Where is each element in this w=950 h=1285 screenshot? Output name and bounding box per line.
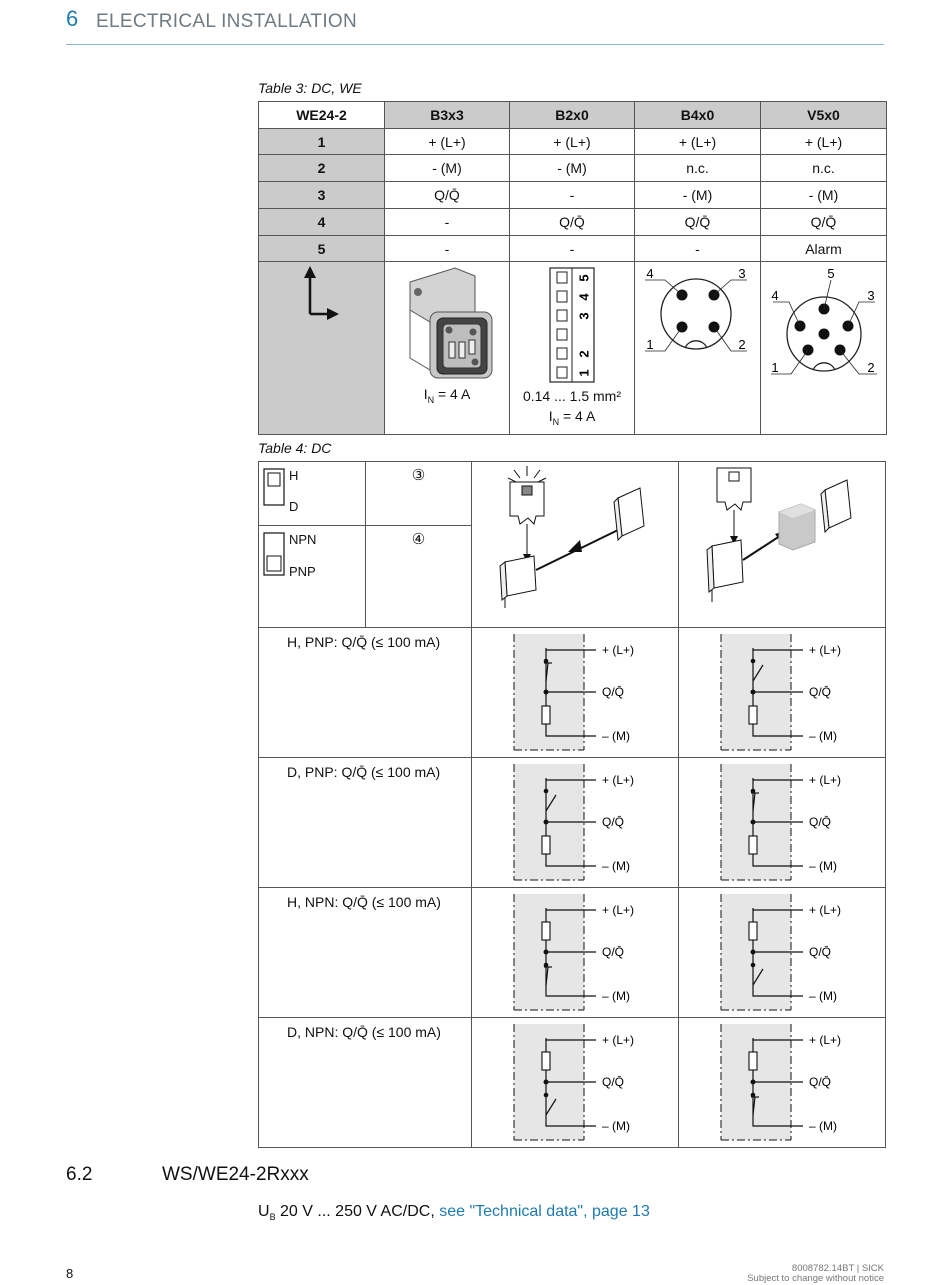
switch2-top-label: NPN [289, 531, 317, 547]
circuit-diagram [472, 628, 678, 757]
table-row [259, 129, 887, 155]
switch1-bottom-label: D [289, 499, 299, 514]
switch2-bottom-label: PNP [289, 563, 316, 579]
terminal-plus-label: + (L+) [809, 903, 842, 917]
switch1-cell [259, 462, 366, 526]
circuit-cell [679, 758, 886, 888]
change-notice: Subject to change without notice [747, 1273, 884, 1284]
terminal-q-label: Q/Q̄ [602, 1075, 625, 1089]
table-row [259, 758, 886, 888]
table3-col-header: B2x0 [510, 102, 635, 129]
terminal-q-label: Q/Q̄ [602, 815, 625, 829]
table-row [259, 155, 887, 182]
table3-col-header: WE24-2 [259, 102, 385, 129]
circuit-diagram [472, 758, 678, 887]
switch-contact [544, 1093, 549, 1098]
v5x0-m12-cell [761, 262, 887, 435]
circuit-row-label-cell [259, 888, 472, 1018]
terminal-minus-label: – (M) [809, 989, 837, 1003]
table-row [259, 888, 886, 1018]
table4-caption: Table 4: DC [258, 440, 332, 456]
terminal-label: 1 [576, 369, 592, 377]
pin-label: 1 [646, 337, 654, 352]
circuit-cell [472, 758, 679, 888]
table-cell: - [510, 182, 635, 209]
pin-label: 2 [738, 337, 746, 352]
circuit-group [514, 634, 634, 750]
circuit-row-label: H, PNP: Q/Q̄ (≤ 100 mA) [287, 634, 441, 650]
circuit-diagram [472, 888, 678, 1017]
terminal-label: 5 [576, 274, 592, 282]
circuit-diagram [679, 758, 885, 887]
circuit-cell [472, 628, 679, 758]
switch2-cell [259, 525, 366, 627]
table-cell: + (L+) [761, 129, 887, 155]
resistor [542, 922, 550, 940]
table4-switch-row [259, 462, 886, 526]
table4 [258, 461, 886, 1148]
table-cell: n.c. [635, 155, 761, 182]
terminal-minus-label: – (M) [602, 729, 630, 743]
junction-dot [751, 1080, 756, 1085]
table-cell: + (L+) [510, 129, 635, 155]
circuit-group [721, 764, 841, 880]
terminal-minus-label: – (M) [809, 1119, 837, 1133]
axis-symbol-cell [259, 262, 385, 435]
junction-dot [751, 690, 756, 695]
switch2-marker-cell [366, 525, 472, 627]
slide-switch-icon [263, 532, 287, 578]
circuit-cell [679, 1018, 886, 1148]
circuit-cell [679, 628, 886, 758]
table-cell: - (M) [635, 182, 761, 209]
circuit-row-label-cell [259, 1018, 472, 1148]
rotary-switch-icon [263, 468, 287, 508]
circuit-cell [472, 1018, 679, 1148]
switch-contact [751, 659, 756, 664]
table-cell: + (L+) [635, 129, 761, 155]
note-value: = 4 A [434, 386, 471, 402]
circuit-row-label-cell [259, 758, 472, 888]
table3-col-header: B4x0 [635, 102, 761, 129]
circuit-diagram [679, 1018, 885, 1147]
terminal-label: 4 [576, 293, 592, 301]
pin-label: 4 [646, 266, 654, 281]
terminal-plus-label: + (L+) [809, 1033, 842, 1047]
switch-contact [544, 789, 549, 794]
pin-number: 2 [259, 155, 385, 182]
document-id: 8008782.14BT | SICK [791, 1263, 884, 1274]
junction-dot [544, 690, 549, 695]
terminal-q-label: Q/Q̄ [809, 945, 832, 959]
b2x0-notes [510, 386, 634, 432]
table-cell: Q/Q̄ [761, 209, 887, 236]
table3-header-row [259, 102, 887, 129]
circuit-group [721, 634, 841, 750]
junction-dot [544, 820, 549, 825]
terminal-plus-label: + (L+) [602, 643, 635, 657]
m12-4pin-connector-icon [635, 262, 760, 431]
terminal-minus-label: – (M) [602, 859, 630, 873]
circuit-row-label: D, NPN: Q/Q̄ (≤ 100 mA) [287, 1024, 441, 1040]
dark-switching-diagram-cell [679, 462, 886, 628]
circuit-diagram [472, 1018, 678, 1147]
circuit-diagram [679, 888, 885, 1017]
circuit-row-label: D, PNP: Q/Q̄ (≤ 100 mA) [287, 764, 441, 780]
pin-number: 3 [259, 182, 385, 209]
resistor [749, 706, 757, 724]
note-symbol: I [423, 386, 428, 402]
table-cell: + (L+) [385, 129, 510, 155]
b2x0-current-note [510, 406, 634, 432]
chapter-number: 6 [66, 6, 79, 31]
table3 [258, 101, 887, 435]
chapter-title: ELECTRICAL INSTALLATION [96, 11, 357, 32]
voltage-range: 20 V ... 250 V AC/DC, [275, 1203, 440, 1220]
table-cell: - (M) [510, 155, 635, 182]
pin-label: 5 [827, 266, 835, 281]
terminal-plus-label: + (L+) [602, 903, 635, 917]
circuit-diagram [679, 628, 885, 757]
section-title: WS/WE24-2Rxxx [162, 1164, 309, 1185]
pin-label: 1 [771, 360, 779, 375]
voltage-subscript: B [269, 1212, 276, 1223]
resistor [542, 836, 550, 854]
note-symbol: I [548, 408, 553, 424]
resistor [749, 836, 757, 854]
resistor [749, 922, 757, 940]
table3-col-header: V5x0 [761, 102, 887, 129]
circuit-group [721, 894, 841, 1010]
table-row [259, 182, 887, 209]
terminal-plus-label: + (L+) [602, 773, 635, 787]
terminal-q-label: Q/Q̄ [809, 685, 832, 699]
circuit-group [514, 894, 634, 1010]
light-operate-diagram [472, 462, 678, 624]
resistor [542, 706, 550, 724]
circuit-cell [472, 888, 679, 1018]
pin-label: 4 [771, 288, 779, 303]
section-number: 6.2 [66, 1164, 93, 1185]
table-cell: Alarm [761, 236, 887, 262]
dark-operate-diagram [679, 462, 885, 624]
switch2-marker: ④ [411, 530, 426, 548]
circuit-group [514, 764, 634, 880]
terminal-q-label: Q/Q̄ [602, 945, 625, 959]
resistor [749, 1052, 757, 1070]
pin-label: 2 [867, 360, 875, 375]
switch1-top-label: H [289, 468, 299, 483]
circuit-row-label-cell [259, 628, 472, 758]
circuit-cell [679, 888, 886, 1018]
note-value: = 4 A [559, 408, 596, 424]
circuit-row-label: H, NPN: Q/Q̄ (≤ 100 mA) [287, 894, 441, 910]
circuit-group [514, 1024, 634, 1140]
pin-number: 4 [259, 209, 385, 236]
page-number: 8 [66, 1266, 74, 1281]
table-cell: - [635, 236, 761, 262]
switch1-marker-cell [366, 462, 472, 526]
table-cell: - (M) [385, 155, 510, 182]
b3x3-current-note [385, 386, 509, 405]
note-subscript: N [552, 416, 560, 427]
pin-number: 5 [259, 236, 385, 262]
terminal-plus-label: + (L+) [809, 773, 842, 787]
junction-dot [751, 950, 756, 955]
note-subscript: N [427, 394, 435, 405]
b4x0-m12-cell [635, 262, 761, 435]
table-cell: Q/Q̄ [510, 209, 635, 236]
terminal-q-label: Q/Q̄ [602, 685, 625, 699]
table-cell: - (M) [761, 182, 887, 209]
table-row [259, 628, 886, 758]
table-cell: - [510, 236, 635, 262]
table3-col-header: B3x3 [385, 102, 510, 129]
supply-voltage-line [258, 1203, 650, 1222]
terminal-minus-label: – (M) [809, 859, 837, 873]
table3-caption: Table 3: DC, WE [258, 80, 362, 96]
table-cell: Q/Q̄ [385, 182, 510, 209]
terminal-plus-label: + (L+) [602, 1033, 635, 1047]
junction-dot [751, 820, 756, 825]
table-cell: n.c. [761, 155, 887, 182]
table-cell: Q/Q̄ [635, 209, 761, 236]
b2x0-terminal-cell [510, 262, 635, 435]
table-row [259, 236, 887, 262]
switch-contact [751, 963, 756, 968]
light-switching-diagram-cell [472, 462, 679, 628]
terminal-label: 3 [576, 312, 592, 320]
terminal-q-label: Q/Q̄ [809, 1075, 832, 1089]
junction-dot [544, 950, 549, 955]
terminal-minus-label: – (M) [809, 729, 837, 743]
valve-connector-icon [385, 262, 510, 431]
resistor [542, 1052, 550, 1070]
junction-dot [544, 1080, 549, 1085]
switch1-marker: ③ [411, 467, 426, 484]
pin-label: 3 [867, 288, 875, 303]
terminal-plus-label: + (L+) [809, 643, 842, 657]
wire-section-note: 0.14 ... 1.5 mm² [522, 388, 622, 404]
table-cell: - [385, 209, 510, 236]
table-row [259, 1018, 886, 1148]
footer-info [747, 1264, 884, 1284]
m12-5pin-connector-icon [761, 262, 886, 431]
pin-label: 3 [738, 266, 746, 281]
b3x3-connector-cell [385, 262, 510, 435]
terminal-q-label: Q/Q̄ [809, 815, 832, 829]
header-rule [66, 44, 884, 45]
connector-diagram-row [259, 262, 887, 435]
circuit-group [721, 1024, 841, 1140]
voltage-symbol: U [258, 1203, 270, 1220]
terminal-label: 2 [576, 350, 592, 358]
terminal-minus-label: – (M) [602, 989, 630, 1003]
pin-number: 1 [259, 129, 385, 155]
axis-arrow-icon [259, 262, 384, 431]
technical-data-link[interactable]: see "Technical data", page 13 [439, 1203, 650, 1220]
table-row [259, 209, 887, 236]
terminal-minus-label: – (M) [602, 1119, 630, 1133]
table-cell: - [385, 236, 510, 262]
